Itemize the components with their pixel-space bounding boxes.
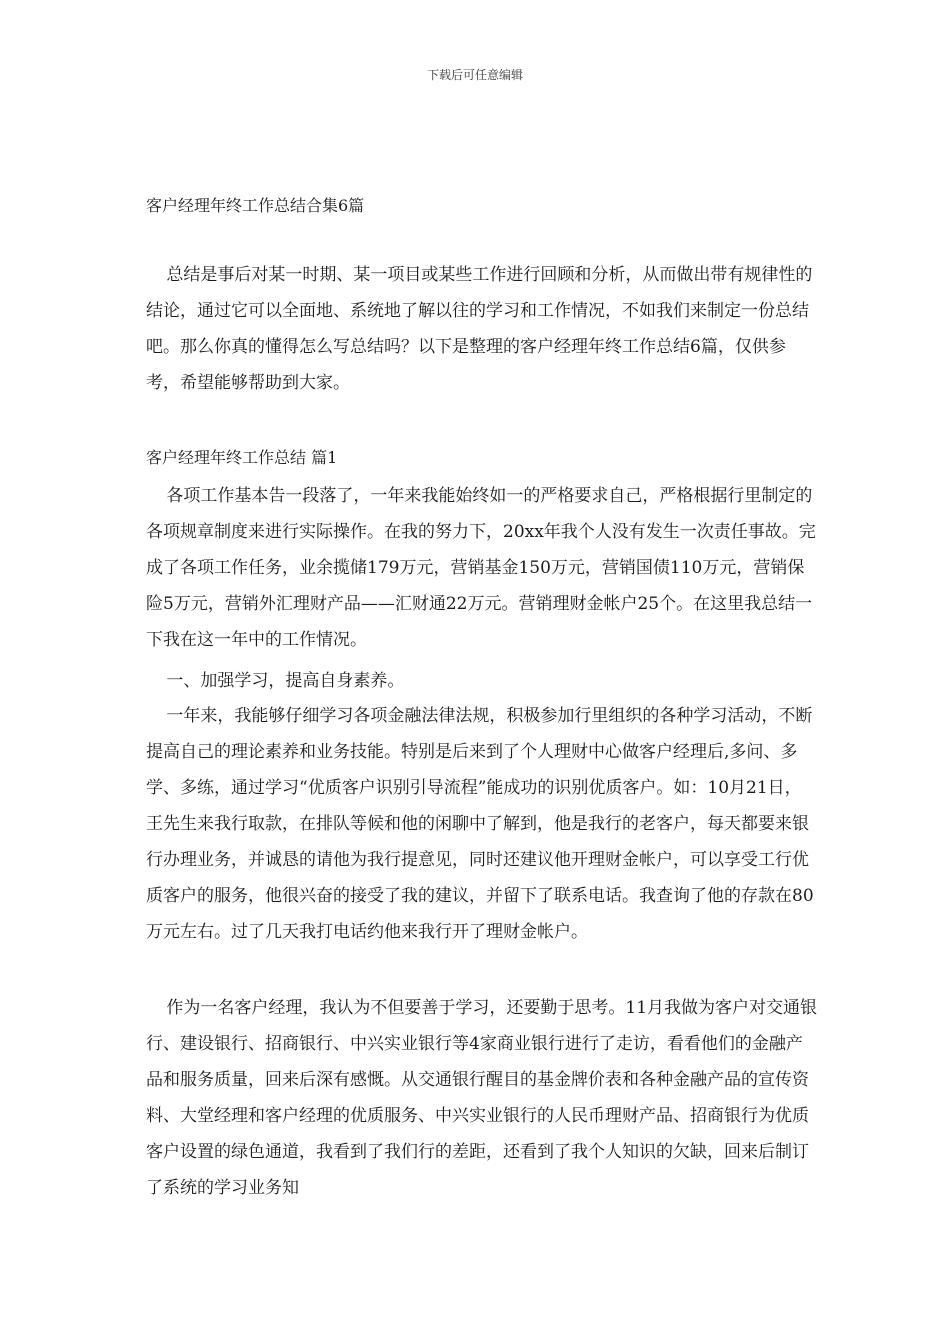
body-paragraph-3: 作为一名客户经理，我认为不但要善于学习，还要勤于思考。11月我做为客户对交通银行、建设银行、招商银行、中兴实业银行等4家商业银行进行了走访，看看他们的金融产品和服务质量，回来后深有感慨。从交通银行醒目的基金牌价表和各种金融产品的宣传资料、大堂经理和客户经理的优质服务、中兴实业银行的人民币理财产品、招商银行为优质客户设置的绿色通道，我看到了我们行的差距，还看到了我个人知识的欠缺，回来后制订了系统的学习业务知 xyxy=(146,998,818,1198)
document-title: 客户经理年终工作总结合集6篇 xyxy=(146,196,365,215)
intro-paragraph: 总结是事后对某一时期、某一项目或某些工作进行回顾和分析，从而做出带有规律性的结论，通过它可以全面地、系统地了解以往的学习和工作情况，不如我们来制定一份总结吧。那么你真的懂得怎么写总结吗？以下是整理的客户经理年终工作总结6篇，仅供参考，希望能够帮助到大家。 xyxy=(146,265,813,393)
page-header-note: 下载后可任意编辑 xyxy=(426,68,523,82)
section-heading: 客户经理年终工作总结 篇1 xyxy=(146,448,338,467)
body-paragraph-1: 各项工作基本告一段落了，一年来我能始终如一的严格要求自己，严格根据行里制定的各项规章制度来进行实际操作。在我的努力下，20xx年我个人没有发生一次责任事故。完成了各项工作任务，业余揽储179万元，营销基金150万元，营销国债110万元，营销保险5万元，营销外汇理财产品——汇财通22万元。营销理财金帐户25个。在这里我总结一下我在这一年中的工作情况。 xyxy=(146,486,816,650)
subheading-strengthen-learning: 一、加强学习，提高自身素养。 xyxy=(166,671,405,691)
body-paragraph-2: 一年来，我能够仔细学习各项金融法律法规，积极参加行里组织的各种学习活动，不断提高自己的理论素养和业务技能。特别是后来到了个人理财中心做客户经理后,多问、多学、多练，通过学习“优质客户识别引导流程”能成功的识别优质客户。如：10月21日，王先生来我行取款，在排队等候和他的闲聊中了解到，他是我行的老客户，每天都要来银行办理业务，并诚恳的请他为我行提意见，同时还建议他开理财金帐户，可以享受工行优质客户的服务，他很兴奋的接受了我的建议，并留下了联系电话。我查询了他的存款在80万元左右。过了几天我打电话约他来我行开了理财金帐户。 xyxy=(146,706,814,942)
